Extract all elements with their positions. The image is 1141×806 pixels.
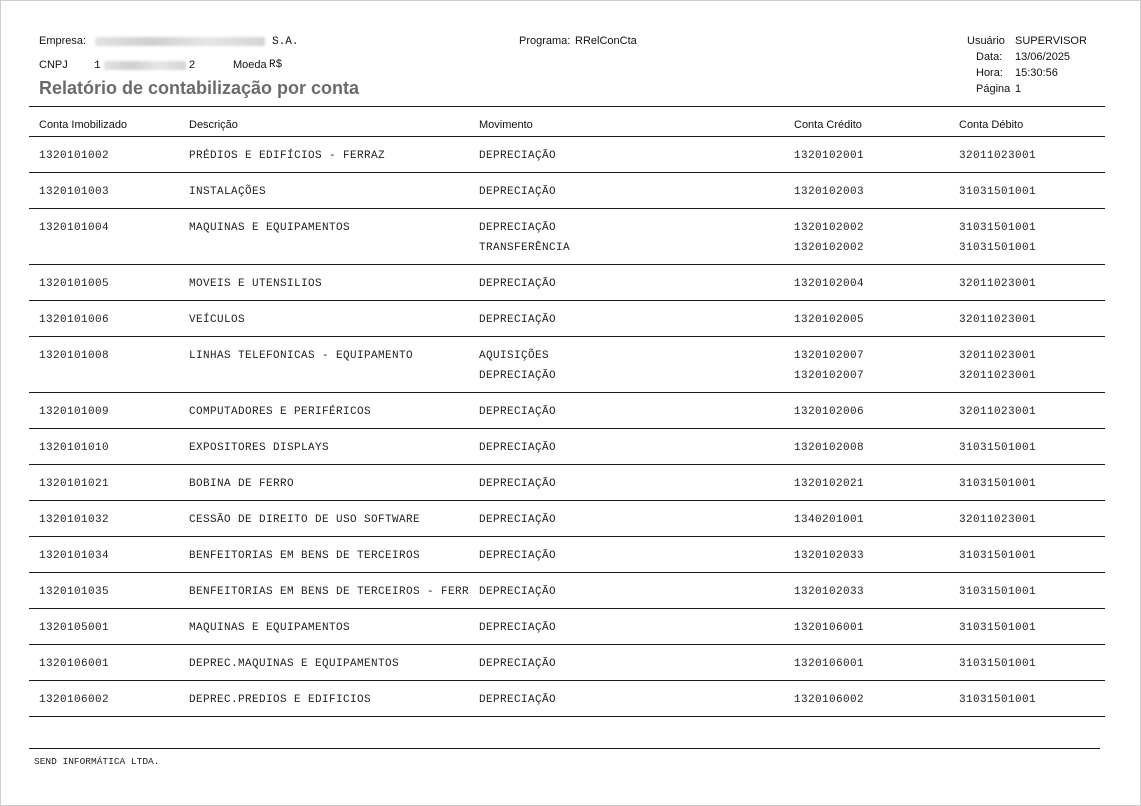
table-row bbox=[29, 265, 1105, 301]
cell-descricao-text: BENFEITORIAS EM BENS DE TERCEIROS - FERR bbox=[189, 586, 470, 598]
footer-company: SEND INFORMÁTICA LTDA. bbox=[34, 756, 160, 767]
conta-debito-text: 31031501001 bbox=[959, 442, 1037, 454]
cell-conta-imobilizado-text: 1320101032 bbox=[39, 514, 110, 526]
conta-credito-text: 1320106001 bbox=[794, 658, 865, 670]
usuario-value: SUPERVISOR bbox=[1015, 35, 1087, 47]
cell-conta-debito bbox=[959, 621, 1036, 641]
table-row bbox=[29, 209, 1105, 265]
cell-conta-imobilizado bbox=[39, 185, 109, 205]
cell-descricao bbox=[189, 149, 385, 169]
cell-conta-imobilizado-text: 1320105001 bbox=[39, 622, 110, 634]
cell-conta-imobilizado bbox=[39, 149, 109, 169]
cell-conta-imobilizado-text: 1320106002 bbox=[39, 694, 110, 706]
cell-conta-imobilizado-text: 1320101004 bbox=[39, 222, 110, 234]
cell-movimento bbox=[479, 313, 556, 333]
movimento-text: DEPRECIAÇÃO bbox=[479, 550, 557, 562]
cell-descricao-text: LINHAS TELEFONICAS - EQUIPAMENTO bbox=[189, 350, 414, 362]
cell-descricao-text: COMPUTADORES E PERIFÉRICOS bbox=[189, 406, 372, 418]
report-table-body bbox=[29, 137, 1105, 717]
movimento-text: DEPRECIAÇÃO bbox=[479, 186, 557, 198]
conta-credito-text: 1320102008 bbox=[794, 442, 865, 454]
movimento-text: DEPRECIAÇÃO bbox=[479, 694, 557, 706]
movimento-text: DEPRECIAÇÃO bbox=[479, 406, 557, 418]
cell-conta-imobilizado-text: 1320101021 bbox=[39, 478, 110, 490]
movimento-text: DEPRECIAÇÃO bbox=[479, 222, 557, 234]
table-row bbox=[29, 429, 1105, 465]
cell-conta-imobilizado bbox=[39, 221, 109, 241]
cell-movimento bbox=[479, 405, 556, 425]
table-row bbox=[29, 465, 1105, 501]
cell-movimento bbox=[479, 549, 556, 569]
cell-conta-imobilizado-text: 1320101008 bbox=[39, 350, 110, 362]
cell-conta-debito bbox=[959, 313, 1036, 333]
cell-descricao-text: BENFEITORIAS EM BENS DE TERCEIROS bbox=[189, 550, 421, 562]
conta-credito-text: 1320102007 bbox=[794, 350, 865, 362]
table-row bbox=[29, 137, 1105, 173]
table-row bbox=[29, 337, 1105, 393]
cell-descricao-text: VEÍCULOS bbox=[189, 314, 246, 326]
cell-conta-imobilizado bbox=[39, 313, 109, 333]
table-row bbox=[29, 501, 1105, 537]
cell-movimento bbox=[479, 657, 556, 677]
cell-conta-credito bbox=[794, 149, 864, 169]
conta-debito-text: 32011023001 bbox=[959, 350, 1037, 362]
conta-credito-text: 1320102005 bbox=[794, 314, 865, 326]
cell-descricao bbox=[189, 513, 420, 533]
cell-descricao-text: MAQUINAS E EQUIPAMENTOS bbox=[189, 222, 351, 234]
col-descricao: Descrição bbox=[189, 119, 238, 131]
table-row bbox=[29, 573, 1105, 609]
cell-conta-credito bbox=[794, 441, 864, 461]
col-conta-imobilizado: Conta Imobilizado bbox=[39, 119, 128, 131]
cell-conta-credito bbox=[794, 221, 864, 261]
table-row bbox=[29, 393, 1105, 429]
pagina-label: Página bbox=[976, 83, 1011, 95]
cell-conta-credito bbox=[794, 621, 864, 641]
cell-descricao bbox=[189, 221, 350, 241]
cell-conta-credito bbox=[794, 513, 864, 533]
cell-descricao bbox=[189, 585, 469, 605]
conta-credito-text: 1320102033 bbox=[794, 550, 865, 562]
cell-movimento bbox=[479, 185, 556, 205]
cell-movimento bbox=[479, 585, 556, 605]
conta-debito-text: 31031501001 bbox=[959, 478, 1037, 490]
conta-credito-text: 1320106001 bbox=[794, 622, 865, 634]
cell-descricao-text: MOVEIS E UTENSILIOS bbox=[189, 278, 323, 290]
usuario-label: Usuário bbox=[967, 35, 1005, 47]
cell-conta-imobilizado bbox=[39, 441, 109, 461]
cell-descricao bbox=[189, 549, 420, 569]
footer-rule bbox=[29, 748, 1100, 749]
hora-value: 15:30:56 bbox=[1015, 67, 1058, 79]
cell-conta-credito bbox=[794, 185, 864, 205]
cell-conta-debito bbox=[959, 477, 1036, 497]
movimento-text: DEPRECIAÇÃO bbox=[479, 514, 557, 526]
data-label: Data: bbox=[976, 51, 1003, 63]
cell-conta-debito bbox=[959, 349, 1036, 389]
cell-descricao bbox=[189, 693, 371, 713]
cell-descricao bbox=[189, 405, 371, 425]
cell-conta-credito bbox=[794, 585, 864, 605]
conta-credito-text: 1320102006 bbox=[794, 406, 865, 418]
cell-conta-imobilizado bbox=[39, 513, 109, 533]
cnpj-label: CNPJ bbox=[39, 59, 68, 71]
cell-descricao bbox=[189, 441, 329, 461]
conta-debito-text: 31031501001 bbox=[959, 586, 1037, 598]
cell-movimento bbox=[479, 693, 556, 713]
conta-credito-text: 1320102002 bbox=[794, 242, 865, 254]
cell-conta-imobilizado bbox=[39, 349, 109, 369]
cnpj-prefix: 1 bbox=[94, 60, 101, 72]
empresa-value bbox=[95, 35, 298, 48]
cell-descricao-text: MAQUINAS E EQUIPAMENTOS bbox=[189, 622, 351, 634]
conta-debito-text: 32011023001 bbox=[959, 514, 1037, 526]
conta-credito-text: 1320102021 bbox=[794, 478, 865, 490]
cell-conta-imobilizado-text: 1320101035 bbox=[39, 586, 110, 598]
cell-conta-imobilizado-text: 1320101010 bbox=[39, 442, 110, 454]
cell-conta-credito bbox=[794, 693, 864, 713]
cell-conta-credito bbox=[794, 277, 864, 297]
conta-credito-text: 1320102004 bbox=[794, 278, 865, 290]
conta-debito-text: 32011023001 bbox=[959, 150, 1037, 162]
cell-conta-credito bbox=[794, 405, 864, 425]
conta-credito-text: 1320102002 bbox=[794, 222, 865, 234]
conta-credito-text: 1320102007 bbox=[794, 370, 865, 382]
table-row bbox=[29, 537, 1105, 573]
programa-value: RRelConCta bbox=[575, 35, 637, 47]
movimento-text: TRANSFERÊNCIA bbox=[479, 242, 571, 254]
cell-conta-imobilizado bbox=[39, 549, 109, 569]
conta-credito-text: 1320106002 bbox=[794, 694, 865, 706]
empresa-label: Empresa: bbox=[39, 35, 87, 47]
cell-descricao-text: PRÉDIOS E EDIFÍCIOS - FERRAZ bbox=[189, 150, 386, 162]
movimento-text: AQUISIÇÕES bbox=[479, 350, 550, 362]
cnpj-value bbox=[94, 59, 195, 72]
table-row bbox=[29, 681, 1105, 717]
conta-debito-text: 31031501001 bbox=[959, 694, 1037, 706]
programa-label: Programa: bbox=[519, 35, 571, 47]
page-title: Relatório de contabilização por conta bbox=[39, 78, 360, 98]
conta-debito-text: 31031501001 bbox=[959, 222, 1037, 234]
cell-conta-imobilizado-text: 1320101005 bbox=[39, 278, 110, 290]
movimento-text: DEPRECIAÇÃO bbox=[479, 478, 557, 490]
conta-debito-text: 32011023001 bbox=[959, 314, 1037, 326]
conta-debito-text: 31031501001 bbox=[959, 242, 1037, 254]
cell-conta-credito bbox=[794, 313, 864, 333]
cell-descricao-text: DEPREC.MAQUINAS E EQUIPAMENTOS bbox=[189, 658, 400, 670]
cell-conta-imobilizado bbox=[39, 477, 109, 497]
cell-descricao-text: INSTALAÇÕES bbox=[189, 186, 267, 198]
cell-descricao-text: DEPREC.PREDIOS E EDIFICIOS bbox=[189, 694, 372, 706]
cell-descricao-text: BOBINA DE FERRO bbox=[189, 478, 295, 490]
conta-debito-text: 32011023001 bbox=[959, 278, 1037, 290]
table-row bbox=[29, 645, 1105, 681]
conta-debito-text: 31031501001 bbox=[959, 186, 1037, 198]
cell-conta-credito bbox=[794, 657, 864, 677]
cell-conta-debito bbox=[959, 441, 1036, 461]
cell-conta-credito bbox=[794, 549, 864, 569]
cell-descricao bbox=[189, 185, 266, 205]
table-row bbox=[29, 609, 1105, 645]
cell-movimento bbox=[479, 277, 556, 297]
cell-movimento bbox=[479, 349, 556, 389]
cell-descricao bbox=[189, 621, 350, 641]
movimento-text: DEPRECIAÇÃO bbox=[479, 314, 557, 326]
cell-movimento bbox=[479, 621, 556, 641]
conta-debito-text: 32011023001 bbox=[959, 370, 1037, 382]
moeda-label: Moeda bbox=[233, 59, 267, 71]
conta-credito-text: 1320102001 bbox=[794, 150, 865, 162]
cell-conta-imobilizado bbox=[39, 585, 109, 605]
conta-credito-text: 1340201001 bbox=[794, 514, 865, 526]
cell-conta-credito bbox=[794, 477, 864, 497]
cell-conta-debito bbox=[959, 277, 1036, 297]
cell-conta-debito bbox=[959, 549, 1036, 569]
cell-conta-imobilizado-text: 1320101034 bbox=[39, 550, 110, 562]
cell-descricao bbox=[189, 277, 322, 297]
cell-conta-imobilizado bbox=[39, 621, 109, 641]
conta-credito-text: 1320102003 bbox=[794, 186, 865, 198]
cell-movimento bbox=[479, 441, 556, 461]
cell-conta-debito bbox=[959, 221, 1036, 261]
cell-descricao bbox=[189, 313, 245, 333]
cell-movimento bbox=[479, 513, 556, 533]
table-row bbox=[29, 301, 1105, 337]
cell-conta-credito bbox=[794, 349, 864, 389]
conta-debito-text: 31031501001 bbox=[959, 622, 1037, 634]
movimento-text: DEPRECIAÇÃO bbox=[479, 150, 557, 162]
cnpj-suffix: 2 bbox=[188, 60, 196, 72]
cell-descricao bbox=[189, 349, 413, 369]
cell-conta-imobilizado-text: 1320101002 bbox=[39, 150, 110, 162]
data-value: 13/06/2025 bbox=[1015, 51, 1071, 63]
cell-descricao-text: CESSÃO DE DIREITO DE USO SOFTWARE bbox=[189, 514, 421, 526]
movimento-text: DEPRECIAÇÃO bbox=[479, 586, 557, 598]
cell-conta-imobilizado-text: 1320101009 bbox=[39, 406, 110, 418]
cell-conta-imobilizado-text: 1320101003 bbox=[39, 186, 110, 198]
cell-conta-imobilizado-text: 1320106001 bbox=[39, 658, 110, 670]
movimento-text: DEPRECIAÇÃO bbox=[479, 442, 557, 454]
conta-debito-text: 31031501001 bbox=[959, 550, 1037, 562]
cell-conta-debito bbox=[959, 585, 1036, 605]
movimento-text: DEPRECIAÇÃO bbox=[479, 278, 557, 290]
cell-descricao-text: EXPOSITORES DISPLAYS bbox=[189, 442, 330, 454]
cell-descricao bbox=[189, 657, 399, 677]
movimento-text: DEPRECIAÇÃO bbox=[479, 658, 557, 670]
movimento-text: DEPRECIAÇÃO bbox=[479, 622, 557, 634]
cell-conta-imobilizado bbox=[39, 657, 109, 677]
pagina-value: 1 bbox=[1015, 83, 1022, 95]
conta-credito-text: 1320102033 bbox=[794, 586, 865, 598]
conta-debito-text: 32011023001 bbox=[959, 406, 1037, 418]
cell-movimento bbox=[479, 221, 570, 261]
redacted-company-name bbox=[95, 37, 265, 46]
cell-conta-debito bbox=[959, 149, 1036, 169]
empresa-suffix: S.A. bbox=[272, 36, 299, 48]
cell-movimento bbox=[479, 477, 556, 497]
hora-label: Hora: bbox=[976, 67, 1003, 79]
cell-conta-debito bbox=[959, 405, 1036, 425]
conta-debito-text: 31031501001 bbox=[959, 658, 1037, 670]
cell-conta-imobilizado bbox=[39, 405, 109, 425]
col-movimento: Movimento bbox=[479, 119, 533, 131]
header-top-rule bbox=[29, 106, 1105, 107]
cell-conta-imobilizado bbox=[39, 693, 109, 713]
col-conta-credito: Conta Crédito bbox=[794, 119, 862, 131]
moeda-value: R$ bbox=[269, 59, 283, 71]
col-conta-debito: Conta Débito bbox=[959, 119, 1024, 131]
cell-conta-debito bbox=[959, 513, 1036, 533]
cell-conta-debito bbox=[959, 693, 1036, 713]
movimento-text: DEPRECIAÇÃO bbox=[479, 370, 557, 382]
cell-conta-debito bbox=[959, 657, 1036, 677]
cell-conta-debito bbox=[959, 185, 1036, 205]
cell-conta-imobilizado-text: 1320101006 bbox=[39, 314, 110, 326]
cell-conta-imobilizado bbox=[39, 277, 109, 297]
cell-descricao bbox=[189, 477, 294, 497]
table-row bbox=[29, 173, 1105, 209]
redacted-cnpj bbox=[104, 61, 186, 70]
cell-movimento bbox=[479, 149, 556, 169]
